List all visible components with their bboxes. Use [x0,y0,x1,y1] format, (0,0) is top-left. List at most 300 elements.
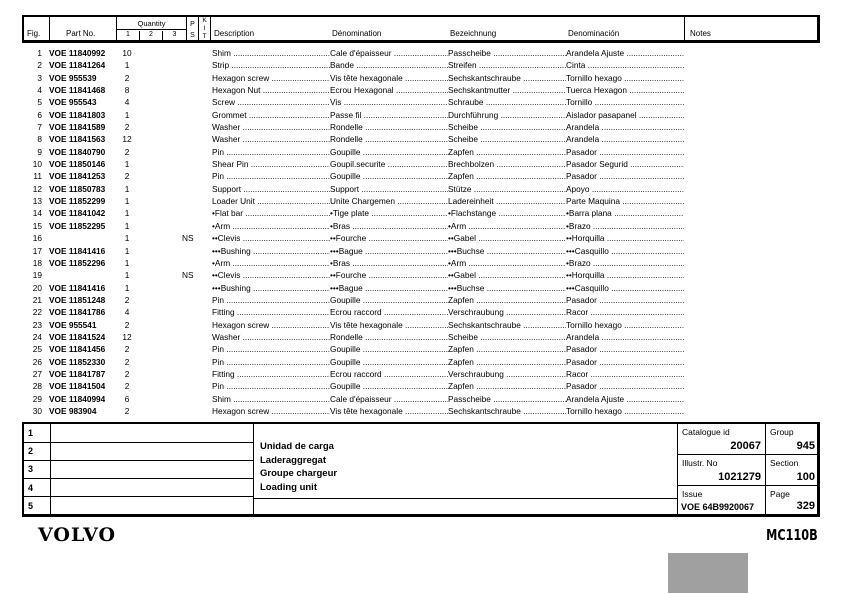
col-quantity [117,17,187,40]
quantity: 2 [124,381,130,392]
fig-number: 2 [37,60,42,71]
description: Hexagon Nut ..... [212,84,330,96]
denominacion: Tornillo hexago ..... [566,72,684,84]
description: Pin ..... [212,146,330,158]
bezeichnung: Streifen ..... [448,59,566,71]
part-number: VOE 955543 [49,97,97,108]
col-fig [24,17,50,40]
section-value: 100 [796,471,815,483]
denomination: Cale d'épaisseur ..... [330,47,448,59]
bezeichnung: Passcheibe ..... [448,47,566,59]
description: Pin ..... [212,343,330,355]
table-header [22,15,820,43]
bezeichnung: ••Gabel ..... [448,269,566,281]
bezeichnung: Durchführung ..... [448,109,566,121]
table-row [22,306,820,318]
revision-line [24,479,254,498]
illustr-value: 1021279 [718,471,761,483]
table-row [22,133,820,145]
qty-2-label: 2 [140,31,163,42]
description: Fitting ..... [212,306,330,318]
col-part-no [50,17,117,40]
fig-number: 22 [32,307,42,318]
quantity: 6 [124,393,130,404]
ps-flag: NS [182,233,194,244]
revision-line [24,424,254,443]
bezeichnung: •Flachstange ..... [448,207,566,219]
bezeichnung: •Arm ..... [448,220,566,232]
denominacion: •Brazo ..... [566,257,684,269]
quantity: 2 [124,146,130,157]
bezeichnung: Zapfen ..... [448,356,566,368]
bezeichnung: Sechskantschraube ..... [448,72,566,84]
fig-number: 23 [32,319,42,330]
denominacion: Pasador Segurid ..... [566,158,684,170]
part-number: VOE 11841468 [49,85,106,96]
part-number: VOE 11840992 [49,48,106,58]
line-blank [50,497,254,516]
issue-value: VOE 64B9920067 [681,502,755,512]
denominacion: Pasador ..... [566,294,684,306]
fig-number: 5 [37,97,42,108]
table-row [22,84,820,96]
part-number: VOE 11841456 [49,344,106,355]
fig-number: 11 [33,171,42,182]
section [765,455,819,486]
page [765,486,819,514]
denomination: Vis tête hexagonale ..... [330,319,448,331]
denominacion: ••Horquilla ..... [566,232,684,244]
col-kit [199,17,211,40]
description: Strip ..... [212,59,330,71]
denominacion: Racor ..... [566,368,684,380]
bezeichnung: Sechskantschraube ..... [448,405,566,417]
quantity: 1 [124,60,130,71]
denominacion: Pasador ..... [566,146,684,158]
assembly-title [260,440,337,495]
table-row [22,380,820,392]
divider [254,498,677,499]
quantity: 2 [124,122,130,133]
bezeichnung: Zapfen ..... [448,294,566,306]
quantity: 12 [122,331,132,342]
page-label: Page [770,489,790,499]
bezeichnung: •••Buchse ..... [448,282,566,294]
part-number: VOE 11841264 [49,60,106,71]
bezeichnung: Zapfen ..... [448,343,566,355]
page-value: 329 [796,500,815,512]
fig-number: 16 [32,233,42,244]
col-ps [187,17,199,40]
part-number: VOE 11841504 [49,381,106,392]
denominacion: Arandela ..... [566,331,684,343]
denominacion: Apoyo ..... [566,183,684,195]
denominacion: Arandela Ajuste ..... [566,393,684,405]
denomination: Goupille ..... [330,356,448,368]
fig-number: 3 [37,72,42,83]
revision-line [24,460,254,479]
bezeichnung: Passcheibe ..... [448,393,566,405]
part-number: VOE 11852299 [49,196,106,207]
denominacion: Cinta ..... [566,59,684,71]
fig-number: 21 [32,294,42,305]
denomination: ••Fourche ..... [330,269,448,281]
table-row [22,356,820,368]
title-es: Unidad de carga [260,441,334,452]
revision-line [24,442,254,461]
fig-number: 13 [32,196,42,207]
quantity: 2 [124,368,130,379]
description: Pin ..... [212,380,330,392]
table-row [22,368,820,380]
table-row [22,47,820,59]
part-number: VOE 11841786 [49,307,106,318]
part-number: VOE 11841524 [49,331,106,342]
bezeichnung: Ladereinheit ..... [448,195,566,207]
title-block [22,422,820,517]
bezeichnung: Sechskantschraube ..... [448,319,566,331]
part-number: VOE 11850783 [49,183,106,194]
quantity: 2 [124,356,130,367]
qty-1-label: 1 [117,31,140,42]
denominacion: Aislador pasapanel ..... [566,109,684,121]
title-de: Laderaggregat [260,454,326,466]
bezeichnung: Sechskantmutter ..... [448,84,566,96]
denominacion: Parte Maquina ..... [566,195,684,207]
issue-label: Issue [682,489,703,499]
table-row [22,282,820,294]
part-number: VOE 11852296 [49,257,106,268]
quantity: 1 [124,196,130,207]
qty-3-label: 3 [172,31,177,38]
line-number: 3 [28,464,34,475]
description: Washer ..... [212,133,330,145]
fig-number: 9 [37,146,42,157]
denomination: •••Bague ..... [330,282,448,294]
quantity: 1 [124,220,130,231]
line-blank [50,460,254,478]
col-bezeichnung-label: Bezeichnung [450,29,497,38]
quantity: 1 [124,257,130,268]
bezeichnung: Zapfen ..... [448,146,566,158]
fig-number: 25 [32,344,42,355]
bezeichnung: •Arm ..... [448,257,566,269]
table-row [22,96,820,108]
part-number: VOE 11841787 [49,368,106,379]
revision-line [24,497,254,516]
catalogue-label: Catalogue id [682,427,730,437]
ps-s: S [190,32,195,39]
table-row [22,121,820,133]
fig-number: 28 [32,381,42,392]
bezeichnung: Verschraubung ..... [448,306,566,318]
denomination: •••Bague ..... [330,245,448,257]
fig-number: 17 [32,245,42,256]
description: Shear Pin ..... [212,158,330,170]
bezeichnung: Zapfen ..... [448,380,566,392]
denomination: Support ..... [330,183,448,195]
kit-i: I [203,25,206,32]
denominacion: Tuerca Hexagon ..... [566,84,684,96]
fig-number: 20 [32,282,42,293]
col-notes-label: Notes [690,29,711,38]
denominacion: Tornillo hexago ..... [566,405,684,417]
fig-number: 7 [37,122,42,133]
section-label: Section [770,458,799,468]
quantity-label: Quantity [117,17,186,30]
part-number: VOE 11851248 [49,294,106,305]
part-number: VOE 983904 [49,405,97,416]
bezeichnung: ••Gabel ..... [448,232,566,244]
description: Grommet ..... [212,109,330,121]
description: Washer ..... [212,121,330,133]
denominacion: Pasador ..... [566,170,684,182]
col-part-no-label: Part No. [66,29,96,38]
denominacion: Pasador ..... [566,343,684,355]
line-blank [50,424,254,442]
table-row [22,72,820,84]
denomination: •Bras ..... [330,257,448,269]
part-number: VOE 955539 [49,72,97,83]
denominacion: •••Casquillo ..... [566,282,684,294]
kit-k: K [202,17,207,24]
description: Support ..... [212,183,330,195]
col-description-label: Description [214,29,255,38]
description: Hexagon screw ..... [212,405,330,417]
bezeichnung: Verschraubung ..... [448,368,566,380]
line-number: 4 [28,482,34,493]
line-blank [50,479,254,497]
fig-number: 12 [32,183,42,194]
denominacion: Pasador ..... [566,356,684,368]
part-number: VOE 11852295 [49,220,106,231]
part-number: VOE 11850146 [49,159,106,170]
description: •Flat bar ..... [212,207,330,219]
denomination: Cale d'épaisseur ..... [330,393,448,405]
fig-number: 14 [32,208,42,219]
denominacion: Arandela Ajuste ..... [566,47,684,59]
quantity: 2 [124,171,130,182]
fig-number: 29 [32,393,42,404]
fig-number: 4 [37,85,42,96]
bezeichnung: Scheibe ..... [448,133,566,145]
fig-number: 6 [37,109,42,120]
denomination: Rondelle ..... [330,121,448,133]
quantity: 1 [124,159,130,170]
part-number: VOE 11840994 [49,393,106,404]
ps-p: P [190,21,195,28]
group-label: Group [770,427,794,437]
bezeichnung: Scheibe ..... [448,121,566,133]
table-row [22,207,820,219]
bezeichnung: Zapfen ..... [448,170,566,182]
denomination: Ecrou raccord ..... [330,306,448,318]
quantity: 1 [124,233,130,244]
description: •Arm ..... [212,257,330,269]
bezeichnung: Scheibe ..... [448,331,566,343]
kit-t: T [202,33,207,40]
denomination: Goupil.securite ..... [330,158,448,170]
denominacion: •Brazo ..... [566,220,684,232]
issue [677,486,765,514]
quantity: 1 [124,109,130,120]
quantity: 1 [124,270,130,281]
quantity: 1 [124,208,130,219]
denominacion: Pasador ..... [566,380,684,392]
denominacion: Tornillo ..... [566,96,684,108]
fig-number: 15 [32,220,42,231]
description: Pin ..... [212,294,330,306]
denominacion: Racor ..... [566,306,684,318]
table-row [22,405,820,417]
denomination: Goupille ..... [330,343,448,355]
quantity: 4 [124,97,130,108]
quantity: 12 [122,134,132,145]
description: •Arm ..... [212,220,330,232]
quantity: 2 [124,294,130,305]
description: Pin ..... [212,170,330,182]
table-row [22,146,820,158]
description: Hexagon screw ..... [212,72,330,84]
fig-number: 30 [32,405,42,416]
volvo-logo: VOLVO [38,524,117,546]
part-number: VOE 11841563 [49,134,106,145]
bezeichnung: Brechbolzen ..... [448,158,566,170]
description: Screw ..... [212,96,330,108]
ps-flag: NS [182,270,194,281]
description: Loader Unit ..... [212,195,330,207]
table-row [22,232,820,244]
part-number: VOE 11841253 [49,171,106,182]
bezeichnung: Schraube ..... [448,96,566,108]
description: •••Bushing ..... [212,245,330,257]
catalogue-value: 20067 [730,440,761,452]
denominacion: Arandela ..... [566,121,684,133]
quantity: 1 [124,183,130,194]
col-descriptions [211,17,685,40]
table-row [22,195,820,207]
table-row [22,343,820,355]
denomination: Rondelle ..... [330,133,448,145]
denomination: Ecrou Hexagonal ..... [330,84,448,96]
description: •••Bushing ..... [212,282,330,294]
quantity: 4 [124,307,130,318]
denomination: Passe fil ..... [330,109,448,121]
denomination: Bande ..... [330,59,448,71]
quantity: 8 [124,85,130,96]
description: Shim ..... [212,47,330,59]
table-row [22,319,820,331]
denomination: ••Fourche ..... [330,232,448,244]
quantity: 2 [124,344,130,355]
line-number: 1 [28,428,34,438]
catalogue-id [677,424,765,455]
denominacion: ••Horquilla ..... [566,269,684,281]
fig-number: 10 [32,159,42,170]
denomination: Goupille ..... [330,170,448,182]
col-fig-label: Fig. [27,29,41,38]
description: Fitting ..... [212,368,330,380]
line-blank [50,442,254,460]
denominacion: Tornillo hexago ..... [566,319,684,331]
denomination: Ecrou raccord ..... [330,368,448,380]
denominacion: Arandela ..... [566,133,684,145]
part-number: VOE 955541 [49,319,97,330]
denomination: •Bras ..... [330,220,448,232]
model-label: MC110B [766,526,818,544]
table-row [22,245,820,257]
denomination: Vis tête hexagonale ..... [330,405,448,417]
fig-number: 18 [32,257,42,268]
table-row [22,183,820,195]
part-number: VOE 11841416 [49,282,106,293]
line-number: 5 [28,500,34,511]
fig-number: 8 [37,134,42,145]
description: Washer ..... [212,331,330,343]
part-number: VOE 11852330 [49,356,106,367]
description: ••Clevis ..... [212,269,330,281]
illustr-label: Illustr. No [682,458,718,468]
quantity: 2 [124,319,130,330]
part-number: VOE 11841042 [49,208,106,219]
denomination: Rondelle ..... [330,331,448,343]
part-number: VOE 11841416 [49,245,106,256]
bezeichnung: Stütze ..... [448,183,566,195]
table-row [22,220,820,232]
table-row [22,294,820,306]
fig-number: 27 [32,368,42,379]
description: ••Clevis ..... [212,232,330,244]
table-row [22,109,820,121]
quantity: 10 [122,48,132,58]
description: Pin ..... [212,356,330,368]
denomination: Vis tête hexagonale ..... [330,72,448,84]
description: Shim ..... [212,393,330,405]
denomination: Goupille ..... [330,294,448,306]
table-row [22,257,820,269]
quantity: 1 [124,282,130,293]
table-row [22,331,820,343]
denomination: •Tige plate ..... [330,207,448,219]
parts-list [22,47,820,417]
fig-number: 1 [37,48,42,58]
table-row [22,393,820,405]
title-fr: Groupe chargeur [260,468,338,480]
fig-number: 24 [32,331,42,342]
table-row [22,170,820,182]
col-denomination-label: Dénomination [332,29,382,38]
group [765,424,819,455]
fig-number: 26 [32,356,42,367]
denomination: Vis ..... [330,96,448,108]
illustr-no [677,455,765,486]
part-number: VOE 11841589 [49,122,106,133]
denomination: Goupille ..... [330,146,448,158]
table-row [22,269,820,281]
denominacion: •Barra plana ..... [566,207,684,219]
group-value: 945 [796,440,815,452]
gray-box [668,553,748,593]
title-en: Loading unit [260,482,317,494]
denomination: Goupille ..... [330,380,448,392]
table-row [22,59,820,71]
table-row [22,158,820,170]
part-number: VOE 11841803 [49,109,106,120]
col-denominacion-label: Denominación [568,29,620,38]
quantity: 2 [124,72,130,83]
part-number: VOE 11840790 [49,146,106,157]
line-number: 2 [28,446,34,457]
